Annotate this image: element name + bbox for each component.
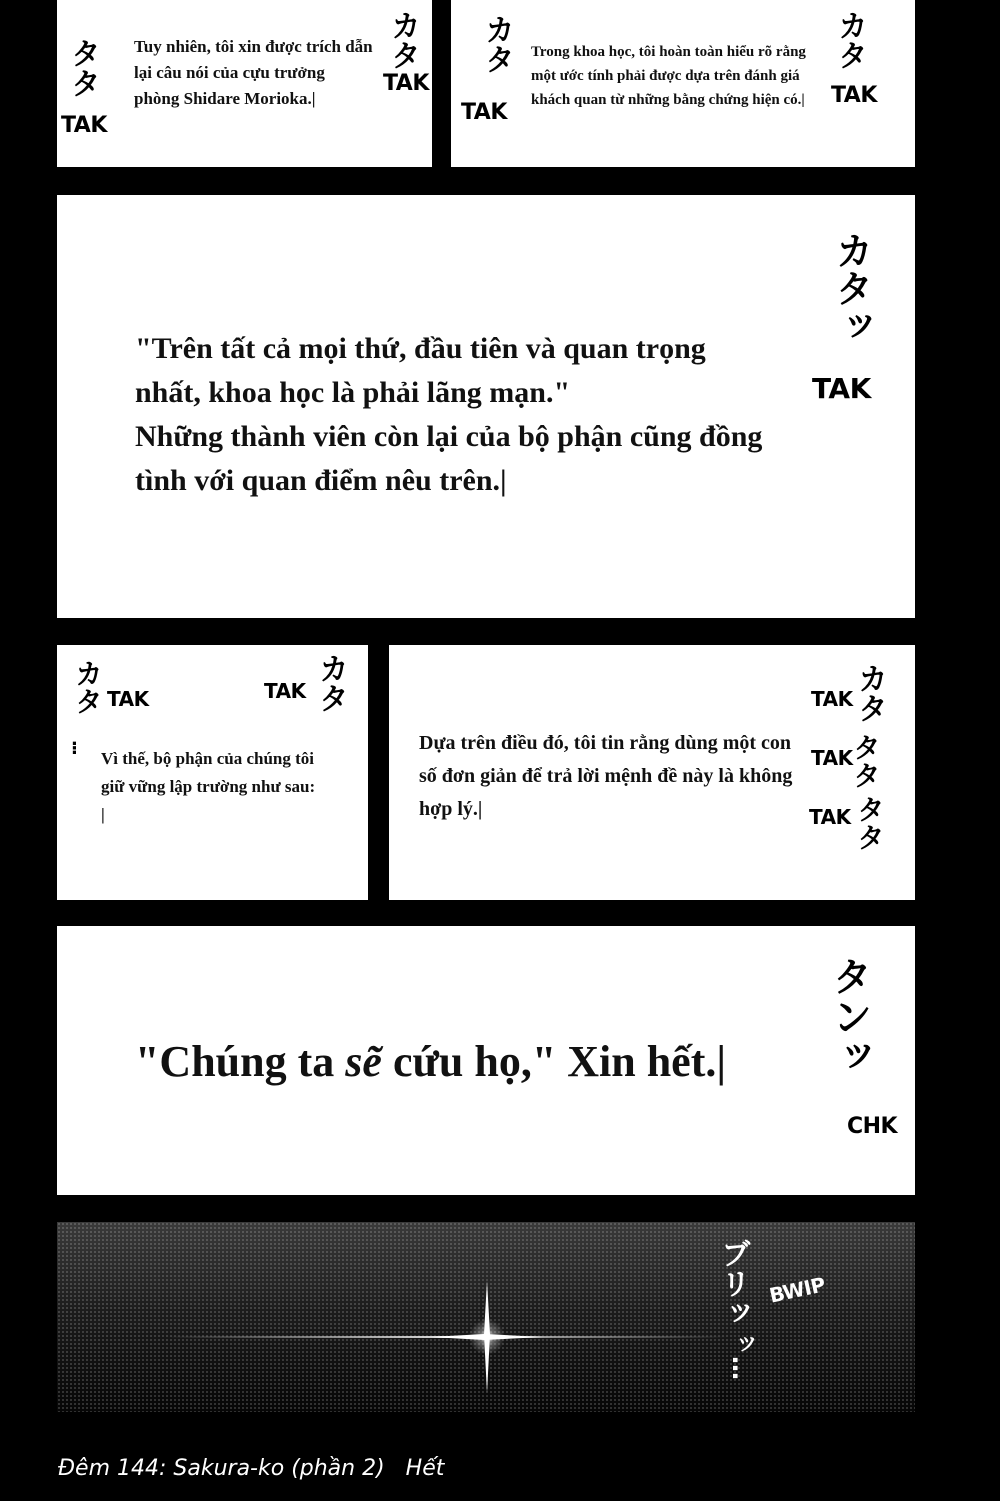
narration-box <box>135 327 775 503</box>
panel-1 <box>57 0 432 167</box>
sfx-kana-tata: タタ <box>65 38 100 98</box>
sfx-tak: TAK <box>812 372 871 405</box>
sfx-tak-left: TAK <box>461 100 507 125</box>
sfx-kana-kata: カタ <box>832 10 867 70</box>
panel-4 <box>57 645 368 900</box>
sfx-kana-kata: カタ <box>852 663 887 723</box>
sfx-kana-tata: タタ <box>849 733 882 789</box>
narration-pre: "Chúng ta <box>135 1037 346 1086</box>
sfx-kana-trail: ッ… <box>727 1332 755 1380</box>
narration-box: Dựa trên điều đó, tôi tin rằng dùng một con số đơn giản để trả lời mệnh đề này là không hợp lý.| <box>419 732 793 820</box>
narration-agreement: Những thành viên còn lại của bộ phận cũng đồng tình với quan điểm nêu trên.| <box>135 420 763 497</box>
panel-6 <box>57 926 915 1195</box>
panel-7-dark <box>57 1222 915 1412</box>
sfx-tak-right: TAK <box>383 71 429 96</box>
narration-box: Trong khoa học, tôi hoàn toàn hiểu rõ rằng một ước tính phải được dựa trên đánh giá khách quan từ những bằng chứng hiện có.| <box>531 44 806 108</box>
sfx-tak-right: TAK <box>264 679 306 703</box>
sfx-tak-1: TAK <box>811 687 853 711</box>
sfx-tak-left: TAK <box>61 113 107 138</box>
narration-box: Tuy nhiên, tôi xin được trích dẫn lại câu nói của cựu trưởng phòng Shidare Morioka.| <box>134 37 373 108</box>
sfx-bwip: BWIP <box>767 1272 828 1308</box>
sfx-dots: ⁝ <box>71 738 78 759</box>
sfx-kana-kata: カタ <box>479 14 514 74</box>
sfx-chk: CHK <box>847 1114 898 1139</box>
sfx-kana-katatsu: カタッ <box>829 231 873 345</box>
sfx-kana-tata: タタ <box>853 795 886 851</box>
sfx-kana-kata: カタ <box>313 653 348 713</box>
sfx-kana-tantsu: タンッ <box>826 956 872 1076</box>
narration-box <box>135 1036 726 1088</box>
sfx-tak-left: TAK <box>107 687 149 711</box>
narration-emphasis: sẽ <box>345 1037 382 1086</box>
sfx-tak-3: TAK <box>809 805 851 829</box>
narration-post: cứu họ," Xin hết.| <box>381 1037 727 1086</box>
narration-box: Vì thế, bộ phận của chúng tôi giữ vững lập trường như sau: | <box>101 749 316 824</box>
panel-3 <box>57 195 915 618</box>
panel-2 <box>451 0 915 167</box>
sfx-kana-buri: ブリッ <box>715 1238 750 1328</box>
panel-5 <box>389 645 915 900</box>
narration-quote: "Trên tất cả mọi thứ, đầu tiên và quan trọng nhất, khoa học là phải lãng mạn." <box>135 332 706 409</box>
sfx-kana-kata: カタ <box>385 10 420 70</box>
sfx-tak-right: TAK <box>831 83 877 108</box>
sfx-tak-2: TAK <box>811 746 853 770</box>
chapter-end-caption: Đêm 144: Sakura-ko (phần 2) Hết <box>58 1456 445 1481</box>
sfx-kana-kata: カタ <box>71 659 104 715</box>
sparkle-icon <box>427 1277 547 1397</box>
